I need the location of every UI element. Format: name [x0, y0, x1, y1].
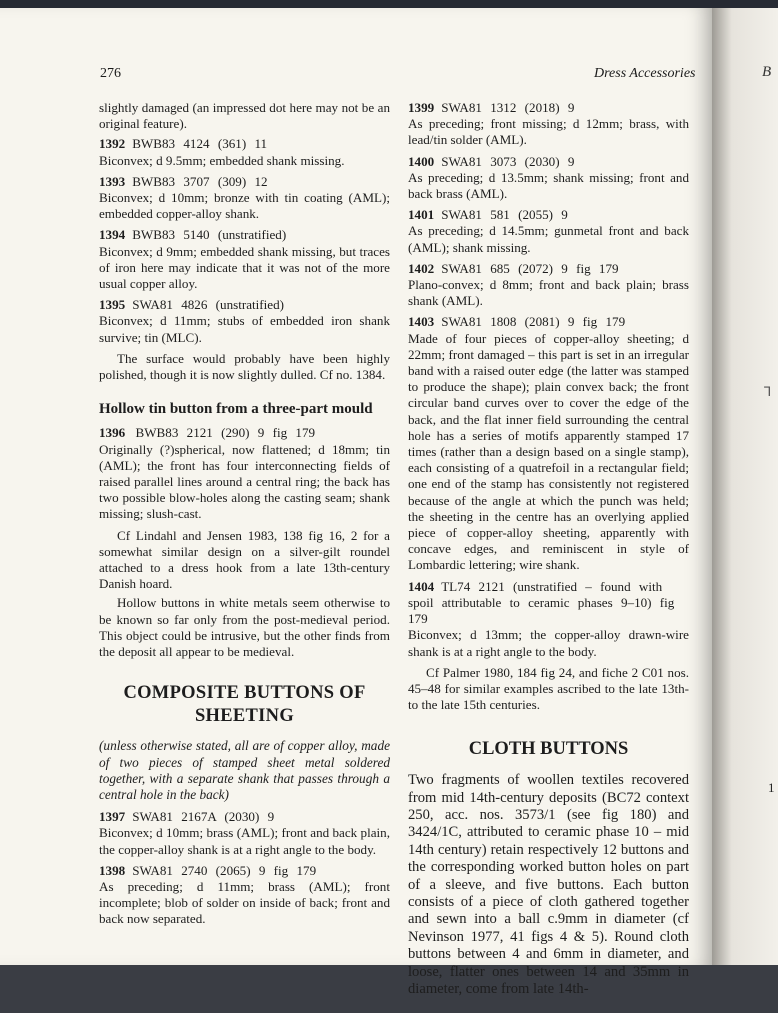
entry-number: 1395 [99, 297, 126, 313]
catalogue-entry-1400 [408, 154, 689, 203]
entry-reference: SWA81 1312 (2018) 9 [441, 100, 575, 115]
catalogue-entry-1393 [99, 174, 390, 223]
catalogue-entry-1399 [408, 100, 689, 149]
entry-reference: BWB83 5140 (unstratified) [132, 227, 287, 243]
entry-description: Biconvex; d 9mm; embedded shank missing, but traces of iron here may indicate that it was not of the more usual copper alloy. [99, 243, 390, 292]
entry-description: Biconvex; d 11mm; stubs of embedded iron shank survive; tin (MLC). [99, 313, 390, 345]
entry-number: 1392 [99, 136, 126, 152]
entry-description: Biconvex; d 10mm; bronze with tin coating (AML); embedded copper-alloy shank. [99, 190, 390, 222]
entry-reference: BWB83 4124 (361) 11 [132, 136, 268, 152]
entry-number: 1398 [99, 862, 126, 878]
entry-reference: SWA81 2167A (2030) 9 [132, 809, 275, 825]
entry-number: 1393 [99, 173, 126, 189]
scan-top-edge [0, 0, 778, 8]
entry-number: 1394 [99, 227, 126, 243]
facing-page-edge [712, 8, 778, 965]
catalogue-entry-1401 [408, 207, 689, 256]
facing-page-letter: B [762, 64, 772, 80]
page-number: 276 [100, 66, 121, 81]
running-title: Dress Accessories [594, 66, 696, 81]
catalogue-entry-1396 [99, 425, 390, 522]
entry-description: Biconvex; d 13mm; the copper-alloy drawn-wire shank is at a right angle to the body. [408, 627, 689, 659]
paragraph-1395-note: The surface would probably have been highly polished, though it is now slightly dulled. Cf no. 1384. [99, 350, 390, 383]
subheading-hollow-tin: Hollow tin button from a three-part mould [99, 401, 373, 418]
entry-reference: SWA81 3073 (2030) 9 [441, 153, 575, 169]
entry-number: 1403 [408, 314, 435, 330]
entry-reference: TL74 2121 (unstratified – found with spoil attributable to ceramic phases 9–10) fig 179 [408, 578, 675, 627]
entry-description: As preceding; d 13.5mm; shank missing; front and back brass (AML). [408, 169, 689, 202]
catalogue-entry-1402 [408, 261, 689, 310]
entry-reference: BWB83 3707 (309) 12 [132, 173, 268, 189]
entry-number: 1396 [99, 425, 126, 441]
facing-page-glyph: Ꞁ [764, 384, 772, 399]
continuation-text: slightly damaged (an impressed dot here may not be an original feature). [99, 100, 390, 132]
catalogue-entries-a [99, 136, 390, 345]
paragraph-1404-comparison: Cf Palmer 1980, 184 fig 24, and fiche 2 C01 nos. 45–48 for similar examples ascribed to the late 13th- to the late 15th centuries. [408, 664, 689, 713]
cloth-buttons-text: Two fragments of woollen textiles recovered from mid 14th-century deposits (BC72 context 250, acc. nos. 3573/1 (see fig 180) and 3424/1C, attributed to ceramic phase 10 – mid 14th century) retain respectively 12 buttons and the corresponding worked button holes on part of a sleeve, and five buttons. Each button consists of a piece of cloth gathered together and sewn into a ball c.9mm in diameter (cf Nevinson 1977, 41 figs 4 & 5). Round cloth buttons between 4 and 6mm in diameter, and loose, flatter ones between 14 and 35mm in diameter, come from late 14th- [408, 772, 689, 997]
right-column [408, 100, 689, 1013]
entry-number: 1401 [408, 207, 435, 223]
paragraph-1396-dating: Hollow buttons in white metals seem otherwise to be known so far only from the post-medieval period. This object could be intrusive, but the other finds from the deposit all appear to be medieval. [99, 595, 390, 660]
catalogue-entries-b [99, 809, 390, 927]
catalogue-entry-1404 [408, 579, 689, 660]
entry-reference: SWA81 4826 (unstratified) [132, 297, 285, 313]
paragraph-1396-comparison: Cf Lindahl and Jensen 1983, 138 fig 16, 2 for a somewhat similar design on a silver-gilt roundel attached to a dress hook from a late 13th-century Danish hoard. [99, 527, 390, 592]
catalogue-entry-1403 [408, 314, 689, 573]
entry-reference: SWA81 581 (2055) 9 [441, 207, 568, 223]
entry-description: As preceding; front missing; d 12mm; brass, with lead/tin solder (AML). [408, 116, 689, 148]
entry-description: Biconvex; d 9.5mm; embedded shank missing. [99, 152, 345, 168]
entry-reference: BWB83 2121 (290) 9 fig 179 [135, 425, 316, 441]
entry-description: As preceding; d 14.5mm; gunmetal front and back (AML); shank missing. [408, 223, 689, 255]
entry-number: 1404 [408, 578, 435, 594]
entry-description: Made of four pieces of copper-alloy sheeting; d 22mm; front damaged – this part is set in an irregular band with a raised outer edge (the latter was stamped to produce the shape); plain convex back; the front circular band curves over to cover the edge of the back, and the flat inner field surrounding the central hole has a series of motifs apparently stamped 17 times (rather than a design based on a single stamp), each consisting of a quatrefoil in a rectangular field; one end of the stamp has consistently not registered because of the angle at which the punch was held; the sheeting in the centre has an overlying applied piece of copper-alloy sheeting, apparently with concave edges, and reminiscent in style of Lombardic lettering; wire shank. [408, 330, 689, 573]
entry-description: As preceding; d 11mm; brass (AML); front incomplete; blob of solder on inside of back; front and back now separated. [99, 878, 390, 927]
facing-page-mark: 1 [768, 780, 775, 795]
entry-number: 1399 [408, 100, 435, 115]
entry-description: Originally (?)spherical, now flattened; d 18mm; tin (AML); the front has four interconnecting fields of raised parallel lines around a central ring; the back has two possible blow-holes along the casting seam; shank missing; slush-cast. [99, 441, 390, 522]
catalogue-entry-1394 [99, 227, 390, 292]
catalogue-entry-1395 [99, 297, 390, 346]
entry-description: Biconvex; d 10mm; brass (AML); front and back plain, the copper-alloy shank is at a right angle to the body. [99, 825, 390, 857]
entry-reference: SWA81 1808 (2081) 9 fig 179 [441, 314, 626, 330]
catalogue-entries-right [408, 100, 689, 660]
section-intro: (unless otherwise stated, all are of copper alloy, made of two pieces of stamped sheet metal soldered together, with a separate shank that passes through a central hole in the back) [99, 738, 390, 802]
section-title-cloth: CLOTH BUTTONS [468, 739, 629, 760]
section-title-composite: COMPOSITE BUTTONS OF SHEETING [123, 683, 366, 727]
entry-number: 1400 [408, 153, 435, 169]
catalogue-entry-1397 [99, 809, 390, 858]
catalogue-entry-1398 [99, 863, 390, 928]
entry-number: 1402 [408, 260, 435, 276]
entry-number: 1397 [99, 809, 126, 825]
entry-description: Plano-convex; d 8mm; front and back plain; brass shank (AML). [408, 277, 689, 309]
entry-reference: SWA81 685 (2072) 9 fig 179 [441, 260, 619, 276]
catalogue-entry-1392 [99, 136, 390, 168]
entry-reference: SWA81 2740 (2065) 9 fig 179 [132, 862, 317, 878]
left-column [99, 100, 390, 933]
